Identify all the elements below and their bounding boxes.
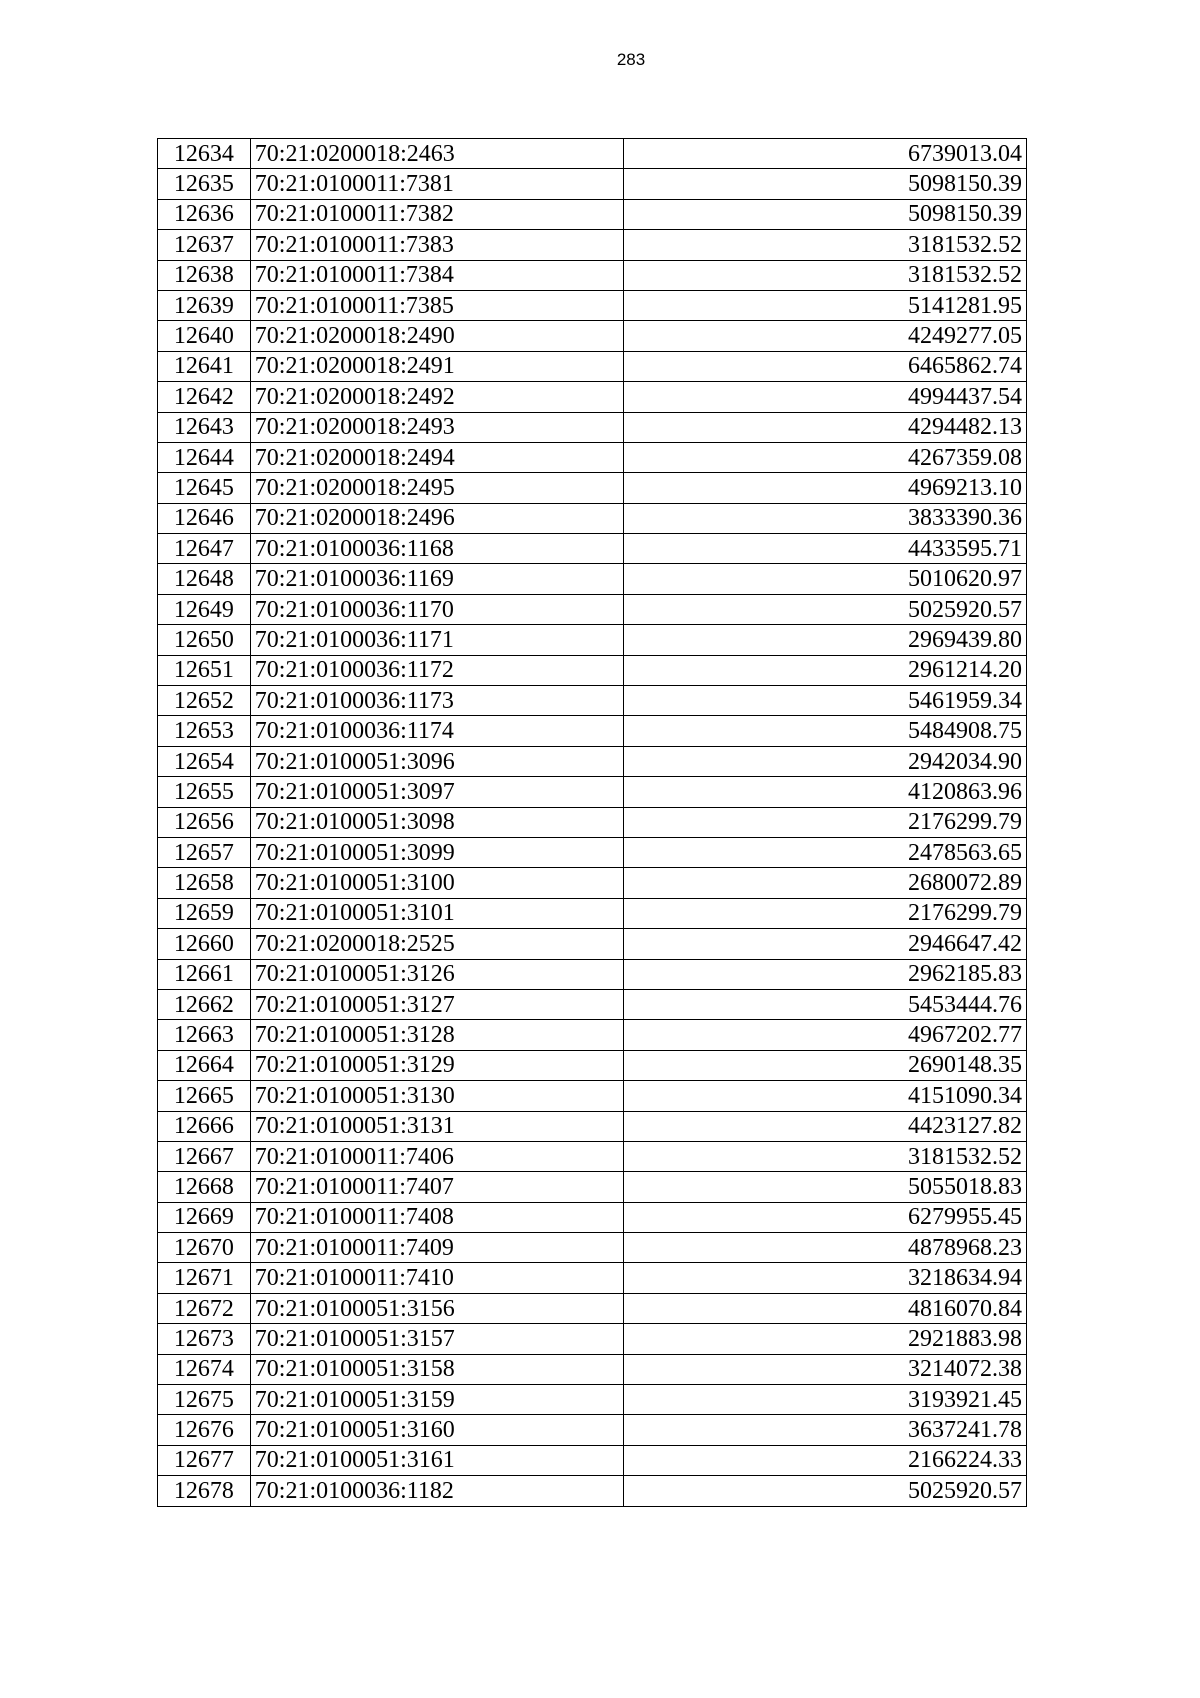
cadastral-value-cell: 5010620.97	[624, 564, 1027, 594]
table-row	[158, 1385, 1027, 1415]
cadastral-number-cell: 70:21:0100051:3128	[250, 1020, 624, 1050]
table-row	[158, 260, 1027, 290]
table-row	[158, 1476, 1027, 1506]
cadastral-value-cell: 4433595.71	[624, 534, 1027, 564]
row-number-cell: 12670	[158, 1233, 251, 1263]
row-number-cell: 12653	[158, 716, 251, 746]
table-row	[158, 1081, 1027, 1111]
table-row	[158, 868, 1027, 898]
table-row	[158, 1324, 1027, 1354]
cadastral-number-cell: 70:21:0100036:1174	[250, 716, 624, 746]
cadastral-value-cell: 2478563.65	[624, 837, 1027, 867]
table-row	[158, 1263, 1027, 1293]
cadastral-number-cell: 70:21:0100011:7384	[250, 260, 624, 290]
table-row	[158, 1020, 1027, 1050]
table-row	[158, 564, 1027, 594]
cadastral-number-cell: 70:21:0100011:7409	[250, 1233, 624, 1263]
cadastral-value-cell: 5025920.57	[624, 1476, 1027, 1506]
cadastral-value-cell: 2946647.42	[624, 929, 1027, 959]
row-number-cell: 12672	[158, 1293, 251, 1323]
cadastral-value-cell: 4967202.77	[624, 1020, 1027, 1050]
table-row	[158, 139, 1027, 169]
table-row	[158, 655, 1027, 685]
table-row	[158, 290, 1027, 320]
cadastral-number-cell: 70:21:0200018:2463	[250, 139, 624, 169]
table-row	[158, 1233, 1027, 1263]
row-number-cell: 12677	[158, 1445, 251, 1475]
row-number-cell: 12656	[158, 807, 251, 837]
table-row	[158, 199, 1027, 229]
row-number-cell: 12643	[158, 412, 251, 442]
cadastral-value-cell: 5025920.57	[624, 594, 1027, 624]
cadastral-value-cell: 3193921.45	[624, 1385, 1027, 1415]
cadastral-value-cell: 5461959.34	[624, 686, 1027, 716]
cadastral-number-cell: 70:21:0200018:2525	[250, 929, 624, 959]
cadastral-value-cell: 4267359.08	[624, 442, 1027, 472]
cadastral-value-cell: 3214072.38	[624, 1354, 1027, 1384]
cadastral-value-cell: 4120863.96	[624, 777, 1027, 807]
table-row	[158, 321, 1027, 351]
cadastral-number-cell: 70:21:0100051:3127	[250, 989, 624, 1019]
table-row	[158, 1202, 1027, 1232]
row-number-cell: 12644	[158, 442, 251, 472]
table-row	[158, 534, 1027, 564]
cadastral-value-cell: 5055018.83	[624, 1172, 1027, 1202]
row-number-cell: 12654	[158, 746, 251, 776]
cadastral-value-cell: 6739013.04	[624, 139, 1027, 169]
cadastral-number-cell: 70:21:0100011:7410	[250, 1263, 624, 1293]
cadastral-value-cell: 6465862.74	[624, 351, 1027, 381]
cadastral-number-cell: 70:21:0100051:3131	[250, 1111, 624, 1141]
row-number-cell: 12669	[158, 1202, 251, 1232]
cadastral-value-cell: 4423127.82	[624, 1111, 1027, 1141]
row-number-cell: 12668	[158, 1172, 251, 1202]
row-number-cell: 12664	[158, 1050, 251, 1080]
row-number-cell: 12660	[158, 929, 251, 959]
table-row	[158, 1172, 1027, 1202]
cadastral-number-cell: 70:21:0100051:3129	[250, 1050, 624, 1080]
cadastral-value-cell: 5141281.95	[624, 290, 1027, 320]
cadastral-value-cell: 3218634.94	[624, 1263, 1027, 1293]
row-number-cell: 12662	[158, 989, 251, 1019]
table-row	[158, 686, 1027, 716]
cadastral-value-cell: 4816070.84	[624, 1293, 1027, 1323]
row-number-cell: 12663	[158, 1020, 251, 1050]
cadastral-value-cell: 4294482.13	[624, 412, 1027, 442]
row-number-cell: 12634	[158, 139, 251, 169]
table-row	[158, 898, 1027, 928]
row-number-cell: 12640	[158, 321, 251, 351]
table-row	[158, 1354, 1027, 1384]
cadastral-value-cell: 2166224.33	[624, 1445, 1027, 1475]
cadastral-value-table	[157, 138, 1027, 1507]
cadastral-number-cell: 70:21:0100036:1172	[250, 655, 624, 685]
cadastral-number-cell: 70:21:0100011:7382	[250, 199, 624, 229]
row-number-cell: 12659	[158, 898, 251, 928]
row-number-cell: 12639	[158, 290, 251, 320]
cadastral-number-cell: 70:21:0200018:2491	[250, 351, 624, 381]
table-row	[158, 1293, 1027, 1323]
cadastral-value-cell: 5098150.39	[624, 169, 1027, 199]
cadastral-number-cell: 70:21:0200018:2490	[250, 321, 624, 351]
cadastral-value-cell: 4994437.54	[624, 382, 1027, 412]
table-row	[158, 230, 1027, 260]
cadastral-value-cell: 2921883.98	[624, 1324, 1027, 1354]
cadastral-number-cell: 70:21:0100051:3101	[250, 898, 624, 928]
row-number-cell: 12678	[158, 1476, 251, 1506]
row-number-cell: 12641	[158, 351, 251, 381]
row-number-cell: 12652	[158, 686, 251, 716]
cadastral-number-cell: 70:21:0100051:3097	[250, 777, 624, 807]
cadastral-number-cell: 70:21:0200018:2494	[250, 442, 624, 472]
cadastral-value-cell: 3833390.36	[624, 503, 1027, 533]
cadastral-number-cell: 70:21:0100051:3130	[250, 1081, 624, 1111]
cadastral-value-cell: 3181532.52	[624, 1141, 1027, 1171]
cadastral-number-cell: 70:21:0100051:3160	[250, 1415, 624, 1445]
cadastral-number-cell: 70:21:0100036:1171	[250, 625, 624, 655]
cadastral-value-cell: 4878968.23	[624, 1233, 1027, 1263]
cadastral-number-cell: 70:21:0200018:2495	[250, 473, 624, 503]
cadastral-number-cell: 70:21:0100011:7385	[250, 290, 624, 320]
row-number-cell: 12647	[158, 534, 251, 564]
row-number-cell: 12671	[158, 1263, 251, 1293]
cadastral-number-cell: 70:21:0100011:7381	[250, 169, 624, 199]
row-number-cell: 12638	[158, 260, 251, 290]
table-row	[158, 473, 1027, 503]
cadastral-number-cell: 70:21:0100036:1173	[250, 686, 624, 716]
row-number-cell: 12635	[158, 169, 251, 199]
cadastral-number-cell: 70:21:0100011:7383	[250, 230, 624, 260]
table-row	[158, 777, 1027, 807]
row-number-cell: 12673	[158, 1324, 251, 1354]
row-number-cell: 12665	[158, 1081, 251, 1111]
cadastral-value-cell: 3637241.78	[624, 1415, 1027, 1445]
cadastral-number-cell: 70:21:0200018:2492	[250, 382, 624, 412]
row-number-cell: 12661	[158, 959, 251, 989]
table-row	[158, 594, 1027, 624]
table-row	[158, 503, 1027, 533]
table-row	[158, 442, 1027, 472]
cadastral-number-cell: 70:21:0200018:2496	[250, 503, 624, 533]
cadastral-value-cell: 5453444.76	[624, 989, 1027, 1019]
cadastral-value-cell: 2690148.35	[624, 1050, 1027, 1080]
cadastral-value-cell: 3181532.52	[624, 230, 1027, 260]
cadastral-value-cell: 2961214.20	[624, 655, 1027, 685]
row-number-cell: 12657	[158, 837, 251, 867]
cadastral-value-cell: 2680072.89	[624, 868, 1027, 898]
table-row	[158, 989, 1027, 1019]
cadastral-value-cell: 2176299.79	[624, 807, 1027, 837]
row-number-cell: 12649	[158, 594, 251, 624]
table-row	[158, 837, 1027, 867]
table-row	[158, 351, 1027, 381]
cadastral-value-cell: 3181532.52	[624, 260, 1027, 290]
row-number-cell: 12674	[158, 1354, 251, 1384]
table-row	[158, 1111, 1027, 1141]
cadastral-value-cell: 4249277.05	[624, 321, 1027, 351]
cadastral-value-cell: 4969213.10	[624, 473, 1027, 503]
cadastral-value-cell: 2176299.79	[624, 898, 1027, 928]
table-row	[158, 1141, 1027, 1171]
cadastral-number-cell: 70:21:0100051:3159	[250, 1385, 624, 1415]
cadastral-number-cell: 70:21:0100036:1168	[250, 534, 624, 564]
cadastral-value-cell: 2969439.80	[624, 625, 1027, 655]
row-number-cell: 12675	[158, 1385, 251, 1415]
cadastral-number-cell: 70:21:0100051:3161	[250, 1445, 624, 1475]
cadastral-number-cell: 70:21:0100051:3098	[250, 807, 624, 837]
cadastral-value-cell: 2962185.83	[624, 959, 1027, 989]
table-row	[158, 1415, 1027, 1445]
cadastral-number-cell: 70:21:0200018:2493	[250, 412, 624, 442]
table-row	[158, 929, 1027, 959]
row-number-cell: 12646	[158, 503, 251, 533]
table-row	[158, 382, 1027, 412]
cadastral-value-cell: 2942034.90	[624, 746, 1027, 776]
row-number-cell: 12666	[158, 1111, 251, 1141]
row-number-cell: 12667	[158, 1141, 251, 1171]
row-number-cell: 12642	[158, 382, 251, 412]
cadastral-number-cell: 70:21:0100051:3100	[250, 868, 624, 898]
row-number-cell: 12651	[158, 655, 251, 685]
cadastral-number-cell: 70:21:0100011:7408	[250, 1202, 624, 1232]
cadastral-number-cell: 70:21:0100036:1170	[250, 594, 624, 624]
cadastral-number-cell: 70:21:0100036:1182	[250, 1476, 624, 1506]
cadastral-number-cell: 70:21:0100051:3157	[250, 1324, 624, 1354]
cadastral-value-cell: 5484908.75	[624, 716, 1027, 746]
page-number: 283	[616, 50, 646, 69]
cadastral-number-cell: 70:21:0100051:3099	[250, 837, 624, 867]
row-number-cell: 12658	[158, 868, 251, 898]
row-number-cell: 12676	[158, 1415, 251, 1445]
cadastral-number-cell: 70:21:0100011:7407	[250, 1172, 624, 1202]
cadastral-number-cell: 70:21:0100051:3126	[250, 959, 624, 989]
cadastral-number-cell: 70:21:0100051:3158	[250, 1354, 624, 1384]
row-number-cell: 12637	[158, 230, 251, 260]
row-number-cell: 12655	[158, 777, 251, 807]
row-number-cell: 12645	[158, 473, 251, 503]
table-row	[158, 716, 1027, 746]
row-number-cell: 12650	[158, 625, 251, 655]
cadastral-number-cell: 70:21:0100036:1169	[250, 564, 624, 594]
cadastral-value-cell: 5098150.39	[624, 199, 1027, 229]
table-row	[158, 412, 1027, 442]
table-row	[158, 169, 1027, 199]
cadastral-number-cell: 70:21:0100011:7406	[250, 1141, 624, 1171]
cadastral-number-cell: 70:21:0100051:3156	[250, 1293, 624, 1323]
row-number-cell: 12636	[158, 199, 251, 229]
table-row	[158, 807, 1027, 837]
table-row	[158, 1445, 1027, 1475]
row-number-cell: 12648	[158, 564, 251, 594]
table-row	[158, 746, 1027, 776]
table-body	[158, 139, 1027, 1507]
table-row	[158, 625, 1027, 655]
cadastral-number-cell: 70:21:0100051:3096	[250, 746, 624, 776]
cadastral-value-cell: 6279955.45	[624, 1202, 1027, 1232]
cadastral-value-cell: 4151090.34	[624, 1081, 1027, 1111]
table-row	[158, 959, 1027, 989]
table-row	[158, 1050, 1027, 1080]
